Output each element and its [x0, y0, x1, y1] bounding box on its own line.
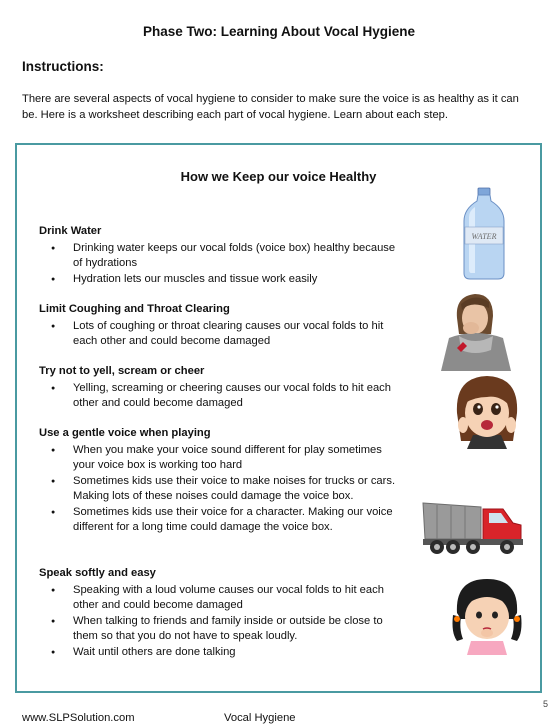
bullet-item: ● When you make your voice sound different for play sometimes your voice box is working too hard — [39, 443, 399, 474]
section-heading: Use a gentle voice when playing — [39, 427, 211, 439]
bottle-label: WATER — [471, 232, 497, 241]
worksheet-frame — [15, 143, 542, 693]
bullet-item: ● Wait until others are done talking — [39, 645, 399, 661]
section-heading: Drink Water — [39, 225, 102, 237]
coughing-woman-illustration — [419, 288, 536, 371]
bullet-item: ● Lots of coughing or throat clearing causes our vocal folds to hit each other and could become damaged — [39, 319, 399, 350]
bullet-item: ● Sometimes kids use their voice for a character. Making our voice different for a long time could damage the voice box. — [39, 505, 399, 536]
bullet-list — [39, 319, 399, 350]
section-gentle-voice — [39, 426, 399, 536]
instructions-text: There are several aspects of vocal hygiene to consider to make sure the voice is as healthy as it can be. Here is a worksheet describing each part of vocal hygiene. Learn about each step. — [22, 93, 519, 121]
section-heading: Speak softly and easy — [39, 567, 156, 579]
yelling-girl-illustration — [453, 373, 521, 453]
instructions-heading: Instructions: — [22, 59, 104, 74]
bullet-list — [39, 381, 399, 412]
section-no-yelling — [39, 364, 399, 412]
bullet-list — [39, 241, 399, 288]
section-limit-coughing — [39, 302, 399, 350]
section-speak-softly — [39, 566, 399, 660]
bullet-item: ● Speaking with a loud volume causes our vocal folds to hit each other and could become damaged — [39, 583, 399, 614]
page-title: Phase Two: Learning About Vocal Hygiene — [142, 24, 416, 39]
quiet-girl-illustration — [449, 575, 525, 655]
bullet-item: ● Drinking water keeps our vocal folds (voice box) healthy because of hydrations — [39, 241, 399, 272]
footer-website: www.SLPSolution.com — [22, 712, 135, 724]
section-drink-water — [39, 224, 399, 287]
bullet-item: ● Hydration lets our muscles and tissue work easily — [39, 272, 399, 288]
bullet-list — [39, 443, 399, 536]
water-bottle-illustration — [461, 187, 507, 281]
worksheet-title: How we Keep our voice Healthy — [180, 169, 377, 184]
section-heading: Limit Coughing and Throat Clearing — [39, 303, 230, 315]
bullet-list — [39, 583, 399, 661]
bullet-item: ● Yelling, screaming or cheering causes our vocal folds to hit each other and could become damaged — [39, 381, 399, 412]
bullet-item: ● Sometimes kids use their voice to make noises for trucks or cars. Making lots of these noises could damage the voice box. — [39, 474, 399, 505]
dump-truck-illustration — [421, 495, 527, 559]
page-number: 5 — [542, 699, 548, 709]
footer-label: Vocal Hygiene — [224, 712, 296, 724]
section-heading: Try not to yell, scream or cheer — [39, 365, 205, 377]
bullet-item: ● When talking to friends and family inside or outside be close to them so that you do not have to speak loudly. — [39, 614, 399, 645]
